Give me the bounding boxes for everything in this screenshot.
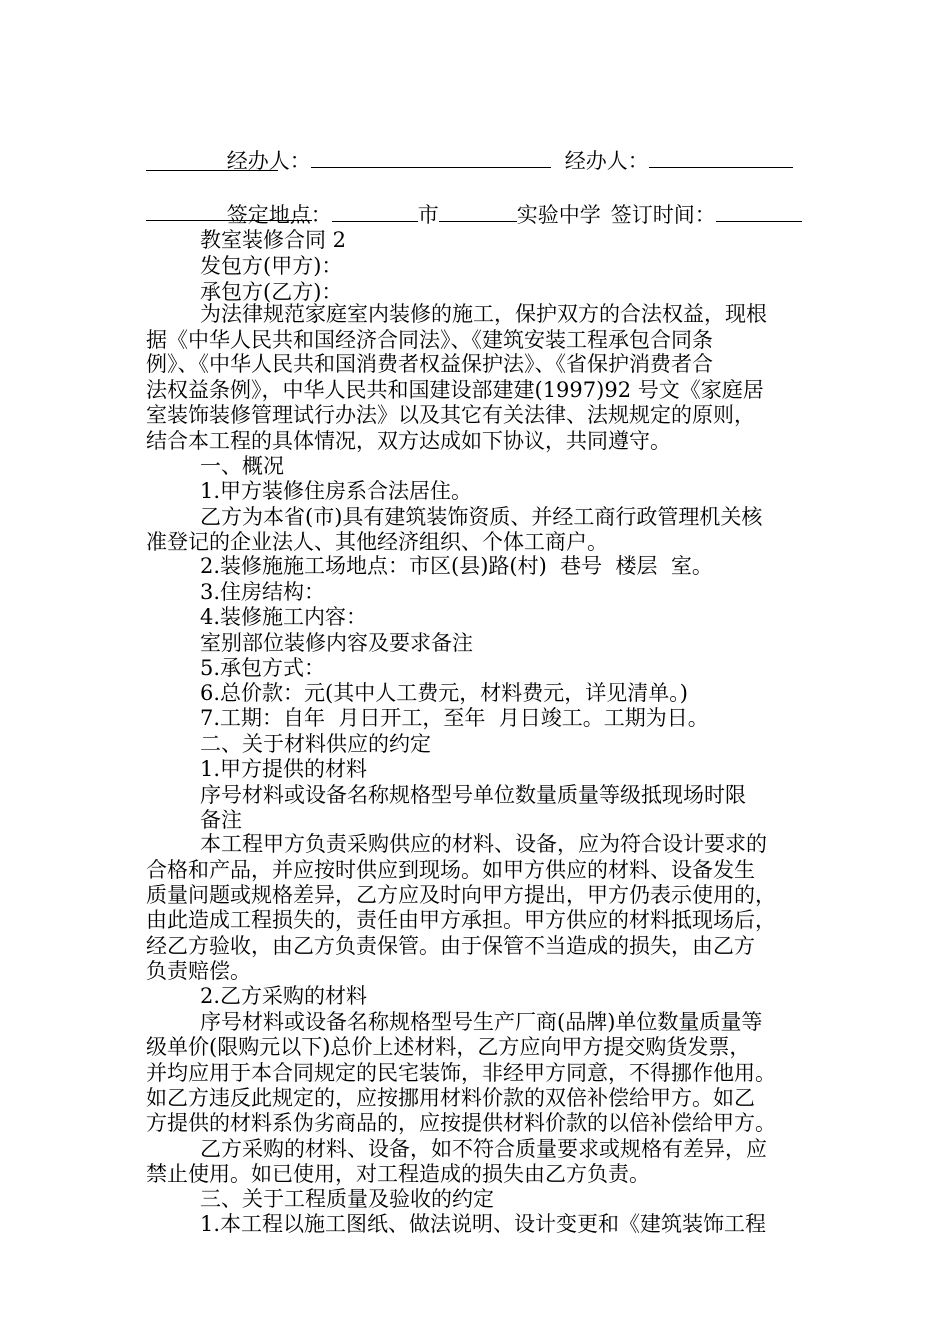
section-heading: 一、概况 [200, 454, 284, 478]
clause-line: 4.装修施工内容： [200, 605, 368, 629]
paragraph-line: 由此造成工程损失的，责任由甲方承担。甲方供应的材料抵现场后， [146, 908, 776, 932]
section-heading: 二、关于材料供应的约定 [200, 732, 431, 756]
city-blank [439, 203, 517, 222]
agent-blank-a [311, 149, 551, 168]
intro-line: 法权益条例》，中华人民共和国建设部建建(1997)92 号文《家庭居 [146, 378, 764, 402]
agent-label-a: 经办人： [226, 149, 311, 173]
table-header-line: 备注 [200, 808, 242, 832]
intro-line: 为法律规范家庭室内装修的施工，保护双方的合法权益，现根 [200, 302, 767, 326]
intro-line: 结合本工程的具体情况，双方达成如下协议，共同遵守。 [146, 429, 671, 453]
paragraph-line: 合格和产品，并应按时供应到现场。如甲方供应的材料、设备发生 [146, 858, 755, 882]
section-heading: 三、关于工程质量及验收的约定 [200, 1187, 494, 1211]
paragraph-line: 并均应用于本合同规定的民宅装饰，非经甲方同意，不得挪作他用。 [146, 1061, 776, 1085]
clause-line: 6.总价款：元(其中人工费元，材料费元，详见清单。) [200, 681, 688, 705]
agent-blank-b [649, 149, 793, 168]
paragraph-line: 序号材料或设备名称规格型号生产厂商(品牌)单位数量质量等 [200, 1010, 763, 1034]
place-blank [332, 203, 418, 222]
paragraph-line: 质量问题或规格差异，乙方应及时向甲方提出，甲方仍表示使用的， [146, 883, 776, 907]
intro-line: 室装饰装修管理试行办法》以及其它有关法律、法规规定的原则， [146, 403, 755, 427]
paragraph-line: 负责赔偿。 [146, 959, 251, 983]
sign-time-label: 签订时间： [610, 203, 716, 227]
school-label: 实验中学 [516, 203, 601, 227]
table-header-line: 室别部位装修内容及要求备注 [200, 631, 473, 655]
clause-line: 5.承包方式： [200, 656, 326, 680]
clause-line: 乙方为本省(市)具有建筑装饰资质、并经工商行政管理机关核 [200, 505, 763, 529]
clause-line: 2.装修施施工场地点：市区(县)路(村) 巷号 楼层 室。 [200, 554, 713, 578]
intro-line: 据《中华人民共和国经济合同法》、《建筑安装工程承包合同条 [146, 328, 713, 352]
clause-line: 2.乙方采购的材料 [200, 984, 368, 1008]
paragraph-line: 本工程甲方负责采购供应的材料、设备，应为符合设计要求的 [200, 832, 767, 856]
paragraph-line: 如乙方违反此规定的，应按挪用材料价款的双倍补偿给甲方。如乙 [146, 1086, 755, 1110]
agent-blank-continuation [146, 170, 278, 171]
clause-line: 1.本工程以施工图纸、做法说明、设计变更和《建筑装饰工程 [200, 1212, 767, 1236]
agent-label-b: 经办人： [564, 149, 649, 173]
paragraph-line: 级单价(限购元以下)总价上述材料，乙方应向甲方提交购货发票， [146, 1035, 751, 1059]
contract-title: 教室装修合同 2 [200, 228, 347, 252]
party-a-line: 发包方(甲方)： [200, 254, 343, 278]
paragraph-line: 禁止使用。如已使用，对工程造成的损失由乙方负责。 [146, 1162, 650, 1186]
table-header-line: 序号材料或设备名称规格型号单位数量质量等级抵现场时限 [200, 783, 746, 807]
sign-time-continuation [146, 220, 312, 221]
sign-time-blank [716, 203, 802, 222]
place-label: 签定地点： [226, 203, 332, 227]
party-b-line: 承包方(乙方)： [200, 280, 343, 304]
paragraph-line: 经乙方验收，由乙方负责保管。由于保管不当造成的损失，由乙方 [146, 934, 755, 958]
paragraph-line: 方提供的材料系伪劣商品的，应按提供材料价款的以倍补偿给甲方。 [146, 1111, 776, 1135]
clause-line: 1.甲方提供的材料 [200, 757, 368, 781]
clause-line: 7.工期：自年 月日开工，至年 月日竣工。工期为日。 [200, 706, 709, 730]
intro-line: 例》、《中华人民共和国消费者权益保护法》、《省保护消费者合 [146, 352, 713, 376]
city-label: 市 [417, 203, 439, 227]
clause-line: 准登记的企业法人、其他经济组织、个体工商户。 [146, 530, 608, 554]
clause-line: 1.甲方装修住房系合法居住。 [200, 479, 473, 503]
clause-line: 3.住房结构： [200, 580, 326, 604]
paragraph-line: 乙方采购的材料、设备，如不符合质量要求或规格有差异，应 [200, 1137, 767, 1161]
